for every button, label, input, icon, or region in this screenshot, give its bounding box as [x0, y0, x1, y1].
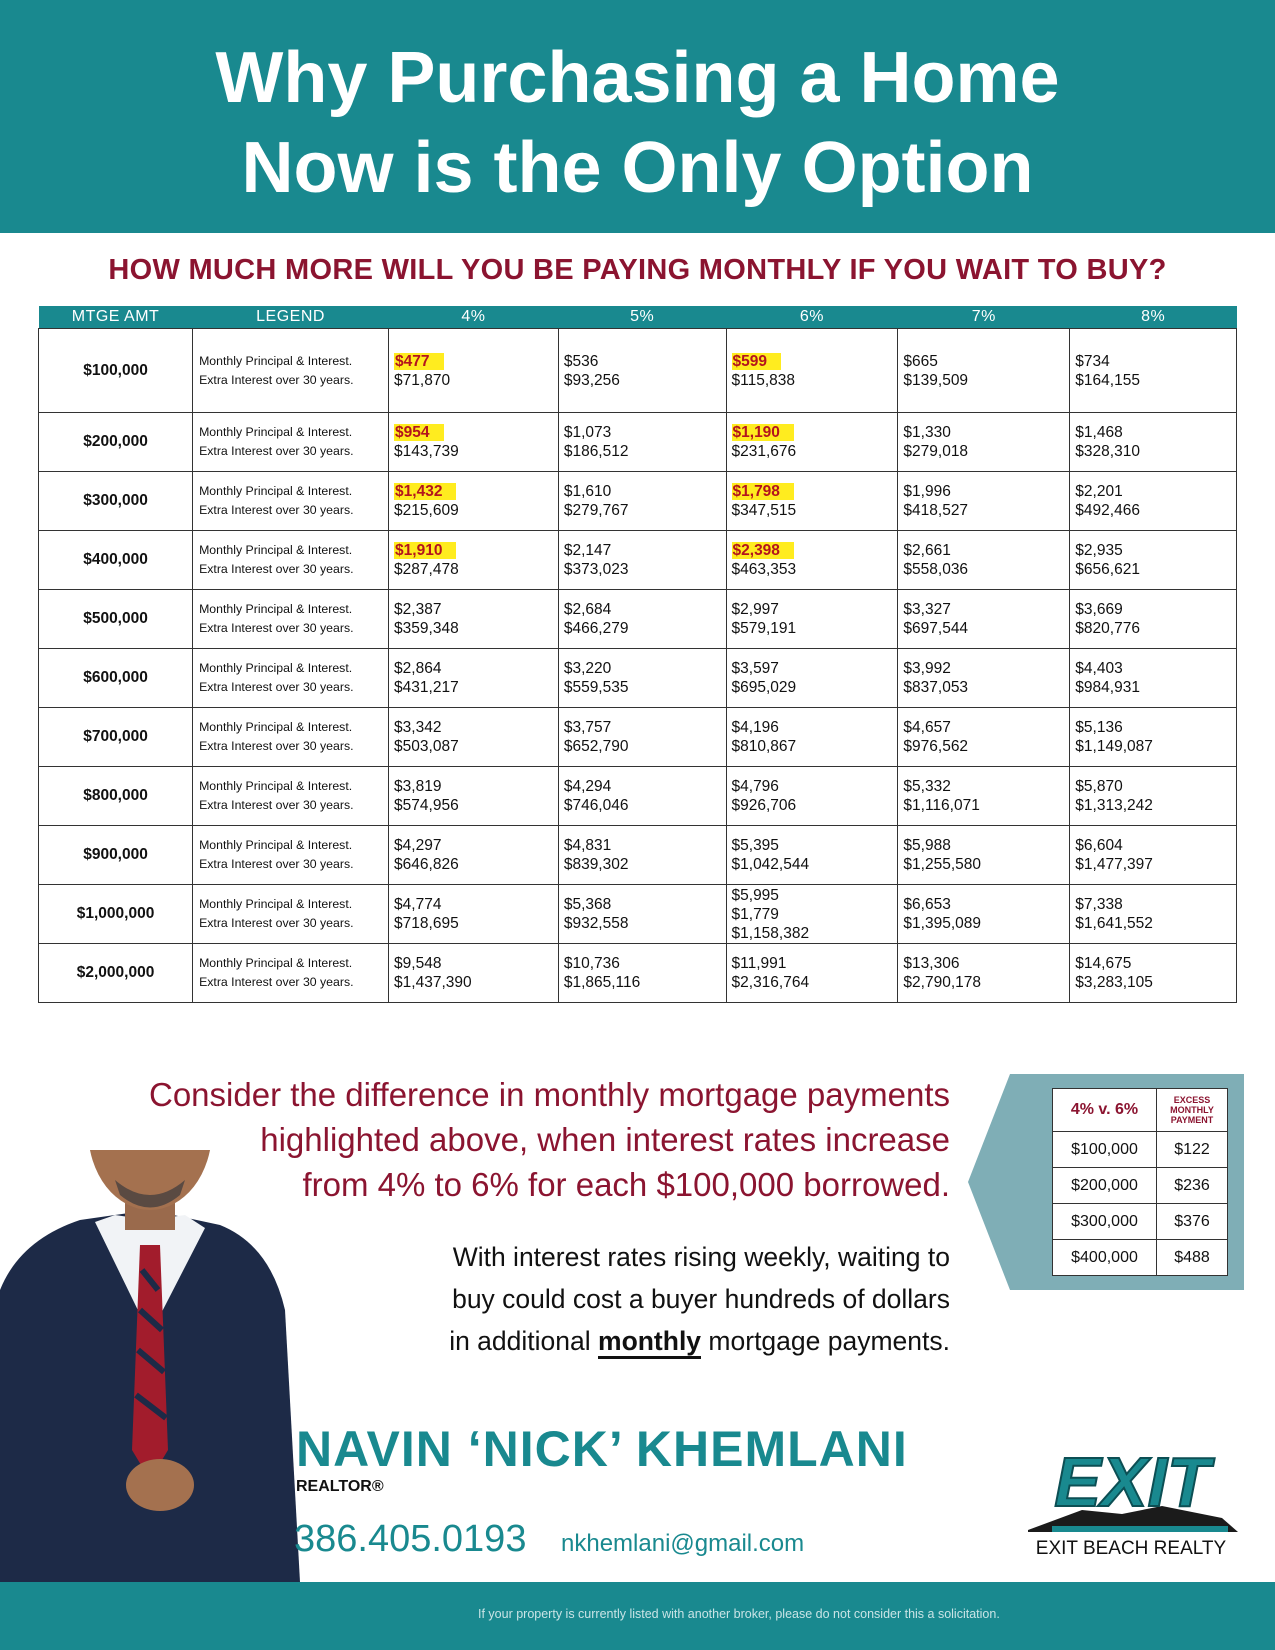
comparison-head-left: 4% v. 6%	[1053, 1089, 1157, 1132]
agent-name: NAVIN ‘NICK’ KHEMLANI	[296, 1421, 908, 1477]
legend-cell	[193, 885, 389, 944]
rate-cell	[1070, 885, 1237, 944]
rate-cell	[726, 708, 898, 767]
legend-cell	[193, 826, 389, 885]
exit-logo-text: EXIT	[1054, 1443, 1210, 1521]
monthly-payment: $734	[1075, 352, 1110, 370]
legend-label: Monthly Principal & Interest.	[199, 897, 353, 911]
legend-label: Monthly Principal & Interest.	[199, 602, 353, 616]
highlighted-payment: $599	[732, 353, 781, 370]
rate-cell	[726, 767, 898, 826]
extra-interest: $287,478	[394, 561, 459, 578]
monthly-payment: $2,201	[1075, 483, 1123, 500]
rate-cell	[898, 413, 1070, 472]
monthly-payment: $1,468	[1075, 424, 1123, 441]
table-header-row	[39, 306, 1237, 329]
rate-cell	[389, 649, 559, 708]
monthly-payment	[732, 482, 898, 501]
extra-interest: $718,695	[394, 915, 459, 932]
monthly-payment	[732, 352, 898, 371]
monthly-payment: $4,297	[394, 837, 442, 854]
rate-cell	[726, 944, 898, 1003]
legend-label: Extra Interest over 30 years.	[199, 680, 354, 694]
rate-cell	[726, 472, 898, 531]
table-row	[39, 329, 1237, 413]
extra-interest: $279,767	[563, 502, 629, 519]
rate-cell	[558, 944, 726, 1003]
extra-interest: $215,609	[394, 502, 459, 519]
extra-interest: $932,558	[563, 915, 629, 932]
extra-interest: $1,395,089	[903, 915, 981, 932]
rate-cell	[1070, 767, 1237, 826]
legend-cell	[193, 329, 389, 413]
comparison-amount: $400,000	[1053, 1240, 1157, 1276]
rate-cell	[1070, 944, 1237, 1003]
comparison-head-right-1: EXCESS	[1173, 1095, 1211, 1105]
legend-label: Extra Interest over 30 years.	[199, 857, 354, 871]
rate-cell	[558, 531, 726, 590]
rate-cell	[898, 472, 1070, 531]
rate-cell	[726, 329, 898, 413]
rate-cell	[389, 826, 559, 885]
agent-phone[interactable]: 386.405.0193	[294, 1518, 527, 1560]
legend-cell	[193, 708, 389, 767]
comparison-amount: $200,000	[1053, 1168, 1157, 1204]
column-header: 7%	[898, 306, 1070, 329]
legend-label: Extra Interest over 30 years.	[199, 975, 354, 989]
extra-interest: $93,256	[563, 371, 620, 389]
extra-interest: $1,779	[731, 905, 779, 923]
rate-cell	[558, 413, 726, 472]
extra-interest: $1,477,397	[1075, 856, 1153, 873]
legend-label: Monthly Principal & Interest.	[199, 543, 353, 557]
rising-rates-text	[250, 1236, 950, 1362]
monthly-payment: $9,548	[394, 955, 442, 972]
monthly-payment: $3,992	[903, 660, 951, 677]
highlighted-payment: $1,798	[732, 483, 794, 500]
extra-interest: $373,023	[563, 561, 629, 578]
legend-label: Monthly Principal & Interest.	[199, 484, 353, 498]
extra-interest: $976,562	[903, 738, 969, 755]
rate-cell	[898, 329, 1070, 413]
exit-logo	[1022, 1440, 1244, 1550]
extra-interest: $3,283,105	[1075, 974, 1153, 991]
monthly-payment	[732, 541, 898, 560]
extra-interest: $984,931	[1075, 679, 1140, 696]
table-row	[39, 708, 1237, 767]
monthly-payment: $2,387	[394, 601, 442, 618]
rising-line-3	[250, 1320, 950, 1362]
legend-cell	[193, 472, 389, 531]
legend-cell	[193, 649, 389, 708]
table-row	[39, 531, 1237, 590]
rate-cell	[389, 708, 559, 767]
extra-interest: $347,515	[731, 502, 797, 519]
monthly-payment: $2,997	[731, 601, 779, 618]
rate-cell	[558, 472, 726, 531]
mortgage-amount: $300,000	[39, 472, 193, 531]
monthly-payment: $5,332	[903, 778, 951, 795]
monthly-payment: $5,988	[903, 837, 951, 854]
monthly-payment: $2,661	[903, 542, 951, 559]
extra-interest: $164,155	[1075, 371, 1140, 389]
rate-cell	[898, 649, 1070, 708]
legend-label: Extra Interest over 30 years.	[199, 621, 354, 635]
mortgage-amount: $200,000	[39, 413, 193, 472]
column-header: 5%	[558, 306, 726, 329]
extra-interest: $656,621	[1075, 561, 1140, 578]
extra-interest: $359,348	[394, 620, 459, 637]
extra-interest: $328,310	[1075, 443, 1140, 460]
rate-cell	[558, 708, 726, 767]
column-header: 6%	[726, 306, 898, 329]
rate-cell	[726, 885, 898, 944]
page-title-line2: Now is the Only Option	[241, 128, 1034, 208]
monthly-payment: $4,796	[731, 778, 779, 795]
highlighted-payment: $2,398	[732, 542, 794, 559]
table-row	[39, 472, 1237, 531]
comparison-excess: $236	[1157, 1168, 1228, 1204]
consider-line-2: highlighted above, when interest rates increase	[260, 1121, 950, 1158]
monthly-payment: $1,610	[563, 483, 612, 500]
monthly-payment: $10,736	[563, 955, 620, 972]
extra-interest: $926,706	[731, 797, 797, 814]
comparison-amount: $300,000	[1053, 1204, 1157, 1240]
rate-cell	[558, 885, 726, 944]
comparison-row	[1053, 1204, 1228, 1240]
rate-cell	[1070, 531, 1237, 590]
comparison-row	[1053, 1132, 1228, 1168]
mortgage-amount: $100,000	[39, 329, 193, 413]
legend-label: Extra Interest over 30 years.	[199, 562, 354, 576]
table-row	[39, 413, 1237, 472]
extra-interest: $1,865,116	[563, 974, 641, 991]
rate-cell	[389, 767, 559, 826]
extra-interest: $1,255,580	[903, 856, 981, 873]
rate-cell	[558, 590, 726, 649]
monthly-payment	[732, 423, 898, 442]
monthly-payment	[394, 541, 558, 560]
rate-cell	[389, 472, 559, 531]
monthly-payment: $4,831	[563, 837, 612, 854]
rate-cell	[898, 708, 1070, 767]
monthly-payment: $3,342	[394, 719, 442, 736]
comparison-head-right-2: MONTHLY	[1170, 1105, 1214, 1115]
rate-cell	[389, 590, 559, 649]
legend-cell	[193, 767, 389, 826]
legend-label: Extra Interest over 30 years.	[199, 503, 354, 517]
subtitle: HOW MUCH MORE WILL YOU BE PAYING MONTHLY IF YOU WAIT TO BUY?	[108, 254, 1167, 286]
legend-label: Monthly Principal & Interest.	[199, 425, 353, 439]
mortgage-amount: $600,000	[39, 649, 193, 708]
legend-label: Extra Interest over 30 years.	[199, 739, 354, 753]
table-row	[39, 767, 1237, 826]
monthly-payment: $4,196	[731, 719, 779, 736]
header-banner	[0, 0, 1275, 233]
extra-interest: $839,302	[563, 856, 629, 873]
highlighted-payment: $1,190	[732, 424, 794, 441]
extra-interest: $279,018	[903, 443, 969, 460]
column-header: 8%	[1070, 306, 1237, 329]
rising-line-3-pre: in additional	[449, 1326, 598, 1356]
extra-interest: $71,870	[394, 371, 451, 389]
monthly-payment: $2,935	[1075, 542, 1123, 559]
monthly-payment: $4,294	[563, 778, 612, 795]
rate-cell	[1070, 413, 1237, 472]
mortgage-amount: $800,000	[39, 767, 193, 826]
monthly-payment: $3,327	[903, 601, 951, 618]
comparison-row	[1053, 1168, 1228, 1204]
comparison-row	[1053, 1240, 1228, 1276]
legend-label: Monthly Principal & Interest.	[199, 956, 353, 970]
rate-cell	[558, 649, 726, 708]
monthly-payment	[394, 352, 558, 371]
extra-interest: $558,036	[903, 561, 969, 578]
monthly-payment: $1,073	[563, 424, 612, 441]
rate-cell	[898, 590, 1070, 649]
rate-cell	[1070, 649, 1237, 708]
legend-label: Monthly Principal & Interest.	[199, 661, 353, 675]
rate-cell	[558, 826, 726, 885]
extra-interest: $1,149,087	[1075, 738, 1153, 755]
consider-line-1: Consider the difference in monthly mortgage payments	[149, 1076, 950, 1113]
mortgage-amount: $900,000	[39, 826, 193, 885]
consider-line-3: from 4% to 6% for each $100,000 borrowed.	[302, 1166, 950, 1203]
column-header: LEGEND	[193, 306, 389, 329]
extra-interest: $1,313,242	[1075, 797, 1153, 814]
highlighted-payment: $1,432	[394, 483, 456, 500]
comparison-head-right	[1157, 1089, 1228, 1132]
monthly-payment: $4,774	[394, 896, 442, 913]
rate-cell	[1070, 708, 1237, 767]
table-row	[39, 944, 1237, 1003]
extra-interest: $837,053	[903, 679, 969, 696]
extra-interest: $492,466	[1075, 502, 1140, 519]
legend-label: Monthly Principal & Interest.	[199, 838, 353, 852]
monthly-payment: $2,864	[394, 660, 442, 677]
extra-interest: $1,042,544	[731, 856, 810, 873]
extra-interest: $697,544	[903, 620, 969, 637]
mortgage-table	[38, 306, 1237, 1003]
rate-cell	[726, 531, 898, 590]
rate-cell	[898, 531, 1070, 590]
comparison-excess: $122	[1157, 1132, 1228, 1168]
rate-cell	[389, 944, 559, 1003]
monthly-payment: $3,819	[394, 778, 442, 795]
monthly-payment: $536	[563, 352, 599, 370]
extra-interest: $466,279	[563, 620, 629, 637]
rate-cell	[726, 649, 898, 708]
extra-interest: $574,956	[394, 797, 459, 814]
column-header: 4%	[389, 306, 559, 329]
highlighted-payment: $954	[394, 424, 443, 441]
legend-cell	[193, 590, 389, 649]
extra-interest: $1,437,390	[394, 974, 472, 991]
legend-label: Monthly Principal & Interest.	[199, 720, 353, 734]
monthly-payment: $11,991	[731, 955, 787, 972]
extra-interest: $1,116,071	[903, 797, 980, 814]
monthly-emphasis: monthly	[598, 1326, 701, 1359]
legend-label: Extra Interest over 30 years.	[199, 444, 354, 458]
monthly-payment: $6,604	[1075, 837, 1123, 854]
rate-cell	[726, 590, 898, 649]
legend-label: Monthly Principal & Interest.	[199, 353, 353, 368]
monthly-payment: $3,669	[1075, 601, 1123, 618]
rate-cell	[1070, 590, 1237, 649]
monthly-payment: $665	[903, 352, 938, 370]
monthly-payment: $1,330	[903, 424, 951, 441]
legend-label: Extra Interest over 30 years.	[199, 916, 354, 930]
rate-cell	[1070, 826, 1237, 885]
monthly-payment: $14,675	[1075, 955, 1132, 972]
legend-label: Monthly Principal & Interest.	[199, 779, 353, 793]
comparison-amount: $100,000	[1053, 1132, 1157, 1168]
rate-cell	[558, 767, 726, 826]
rate-cell	[726, 413, 898, 472]
highlighted-payment: $477	[394, 353, 443, 370]
rate-cell	[898, 944, 1070, 1003]
legend-cell	[193, 944, 389, 1003]
mortgage-amount: $400,000	[39, 531, 193, 590]
rate-cell	[898, 826, 1070, 885]
extra-interest: $746,046	[563, 797, 629, 814]
monthly-payment: $6,653	[903, 896, 951, 913]
comparison-excess: $376	[1157, 1204, 1228, 1240]
monthly-payment: $4,403	[1075, 660, 1123, 677]
legend-cell	[193, 531, 389, 590]
legend-cell	[193, 413, 389, 472]
monthly-payment: $5,995	[731, 886, 779, 904]
table-row	[39, 590, 1237, 649]
extra-interest: $579,191	[731, 620, 797, 637]
extra-interest: $431,217	[394, 679, 459, 696]
mortgage-amount: $500,000	[39, 590, 193, 649]
monthly-payment	[394, 482, 558, 501]
column-header: MTGE AMT	[39, 306, 193, 329]
comparison-head-right-3: PAYMENT	[1170, 1115, 1214, 1125]
footer-disclaimer: If your property is currently listed with another broker, please do not consider this a solicitation.	[478, 1607, 1000, 1621]
legend-label: Extra Interest over 30 years.	[199, 372, 354, 387]
extra-interest: $231,676	[731, 443, 797, 460]
monthly-payment: $5,870	[1075, 778, 1123, 795]
table-row	[39, 649, 1237, 708]
extra-interest: $463,353	[731, 561, 797, 578]
agent-email[interactable]: nkhemlani@gmail.com	[561, 1530, 805, 1557]
monthly-payment: $2,684	[563, 601, 612, 618]
rate-cell	[389, 329, 559, 413]
monthly-payment: $1,996	[903, 483, 951, 500]
extra-interest: $139,509	[903, 371, 969, 389]
monthly-payment	[394, 423, 558, 442]
extra-interest: $1,158,382	[731, 924, 810, 942]
extra-interest: $2,316,764	[731, 974, 810, 991]
brokerage-name: EXIT BEACH REALTY	[1035, 1538, 1227, 1559]
extra-interest: $695,029	[731, 679, 797, 696]
rate-cell	[389, 413, 559, 472]
extra-interest: $652,790	[563, 738, 629, 755]
rising-line-2: buy could cost a buyer hundreds of dollars	[452, 1284, 950, 1314]
extra-interest: $646,826	[394, 856, 459, 873]
extra-interest: $1,641,552	[1075, 915, 1153, 932]
mortgage-amount: $1,000,000	[39, 885, 193, 944]
monthly-payment: $7,338	[1075, 896, 1123, 913]
rate-cell	[558, 329, 726, 413]
comparison-table	[1052, 1088, 1228, 1276]
monthly-payment: $5,136	[1075, 719, 1123, 736]
monthly-payment: $4,657	[903, 719, 951, 736]
table-row	[39, 826, 1237, 885]
monthly-payment: $3,757	[563, 719, 612, 736]
extra-interest: $559,535	[563, 679, 629, 696]
rate-cell	[898, 885, 1070, 944]
extra-interest: $503,087	[394, 738, 459, 755]
extra-interest: $418,527	[903, 502, 969, 519]
monthly-payment: $5,395	[731, 837, 779, 854]
extra-interest: $2,790,178	[903, 974, 981, 991]
page-title-line1: Why Purchasing a Home	[215, 38, 1060, 118]
extra-interest: $115,838	[731, 371, 796, 389]
rising-line-1: With interest rates rising weekly, waiting to	[452, 1242, 950, 1272]
rising-line-3-post: mortgage payments.	[701, 1326, 950, 1356]
agent-title: REALTOR®	[296, 1478, 384, 1495]
mortgage-amount: $700,000	[39, 708, 193, 767]
rate-cell	[898, 767, 1070, 826]
table-row	[39, 885, 1237, 944]
rate-cell	[389, 531, 559, 590]
rate-cell	[389, 885, 559, 944]
extra-interest: $143,739	[394, 443, 459, 460]
extra-interest: $820,776	[1075, 620, 1140, 637]
comparison-excess: $488	[1157, 1240, 1228, 1276]
monthly-payment: $13,306	[903, 955, 960, 972]
legend-label: Extra Interest over 30 years.	[199, 798, 354, 812]
mortgage-amount: $2,000,000	[39, 944, 193, 1003]
agent-photo	[0, 1150, 300, 1582]
rate-cell	[1070, 329, 1237, 413]
monthly-payment: $5,368	[563, 896, 612, 913]
comparison-header-row	[1053, 1089, 1228, 1132]
highlighted-payment: $1,910	[394, 542, 456, 559]
rate-cell	[1070, 472, 1237, 531]
extra-interest: $186,512	[563, 443, 629, 460]
extra-interest: $810,867	[731, 738, 797, 755]
monthly-payment: $3,597	[731, 660, 779, 677]
monthly-payment: $3,220	[563, 660, 612, 677]
monthly-payment: $2,147	[563, 542, 612, 559]
rate-cell	[726, 826, 898, 885]
